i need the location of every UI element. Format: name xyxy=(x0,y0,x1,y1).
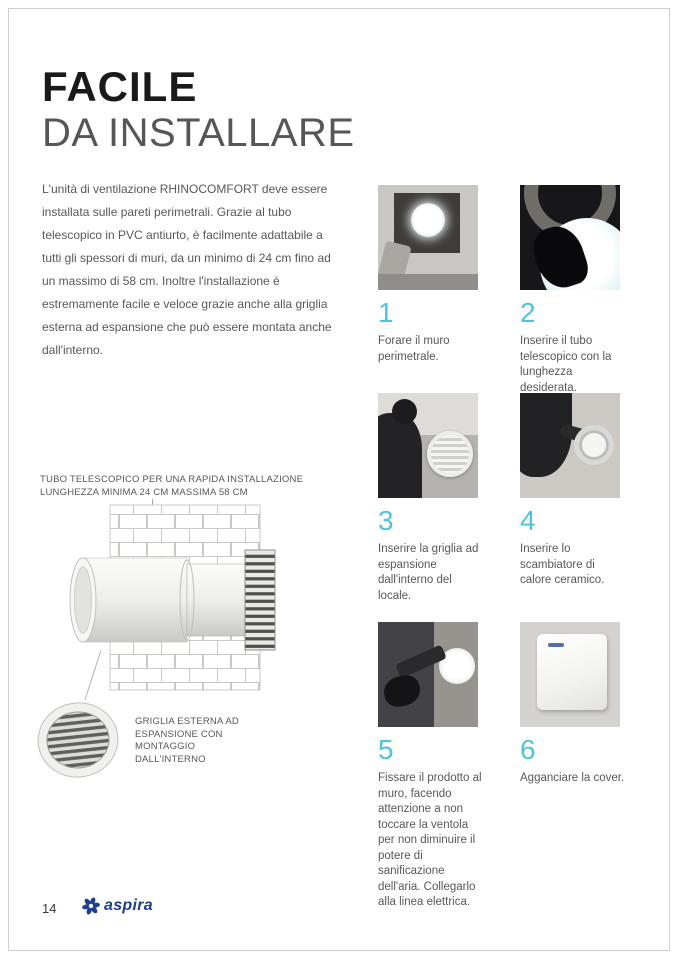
heat-exchanger-shape xyxy=(574,425,614,465)
step-caption: Inserire la griglia ad espansione dall'interno del locale. xyxy=(378,543,479,602)
step-4-photo xyxy=(520,393,620,498)
step-caption: Fissare il prodotto al muro, facendo attenzione a non toccare la ventola per non diminuire il potere di sanificazione dell'aria. Collegarlo alla linea elettrica. xyxy=(378,772,482,908)
step-5 xyxy=(378,622,484,911)
step-number: 1 xyxy=(378,297,394,328)
page-title-primary: FACILE xyxy=(42,63,198,110)
page-title-secondary: DA INSTALLARE xyxy=(42,111,355,155)
installer-silhouette xyxy=(378,413,422,498)
round-expansion-grille xyxy=(35,699,122,781)
step-caption: Inserire il tubo telescopico con la lunghezza desiderata. xyxy=(520,335,612,394)
brand-wordmark: aspira xyxy=(104,897,153,914)
step-5-photo xyxy=(378,622,478,727)
step-number: 4 xyxy=(520,505,536,536)
cover-logo-mark xyxy=(548,643,564,647)
step-2 xyxy=(520,185,626,396)
step-6 xyxy=(520,622,626,787)
drilled-hole-shape xyxy=(411,203,445,237)
step-number: 3 xyxy=(378,505,394,536)
installer-head-shape xyxy=(392,399,417,424)
hand-shape xyxy=(382,673,423,709)
external-grille-edge xyxy=(245,550,275,650)
page-number: 14 xyxy=(42,901,57,916)
step-1-photo xyxy=(378,185,478,290)
step-caption: Inserire lo scambiatore di calore ceramico. xyxy=(520,543,605,586)
step-1 xyxy=(378,185,484,365)
step-3-photo xyxy=(378,393,478,498)
step-2-photo xyxy=(520,185,620,290)
step-number: 6 xyxy=(520,734,536,765)
floor-shape xyxy=(378,274,478,290)
aspira-fan-icon xyxy=(82,897,100,915)
grille-shape xyxy=(427,431,473,477)
intro-paragraph: L'unità di ventilazione RHINOCOMFORT deve essere installata sulle pareti perimetrali. Grazie al tubo telescopico in PVC antiurto, è facilmente adattabile a tutti gli spessori di muri, da un minimo di 24 cm fino ad un massimo di 58 cm. Inoltre l'installazione è estremamente facile e veloce grazie anche alla griglia esterna ad espansione che può essere montata anche dall'interno. xyxy=(42,182,332,357)
step-4 xyxy=(520,393,626,589)
telescopic-tube xyxy=(70,550,275,650)
step-caption: Agganciare la cover. xyxy=(520,772,625,784)
aspira-logo xyxy=(82,897,153,915)
page-title xyxy=(42,64,355,156)
step-3 xyxy=(378,393,484,604)
step-6-photo xyxy=(520,622,620,727)
step-number: 2 xyxy=(520,297,536,328)
step-number: 5 xyxy=(378,734,394,765)
tube-diagram-label: TUBO TELESCOPICO PER UNA RAPIDA INSTALLAZIONE LUNGHEZZA MINIMA 24 CM MASSIMA 58 CM xyxy=(40,474,304,498)
grille-diagram-label: GRIGLIA ESTERNA AD ESPANSIONE CON MONTAGGIO DALL'INTERNO xyxy=(135,716,239,765)
step-caption: Forare il muro perimetrale. xyxy=(378,335,450,363)
grille-leader-line xyxy=(85,650,101,700)
